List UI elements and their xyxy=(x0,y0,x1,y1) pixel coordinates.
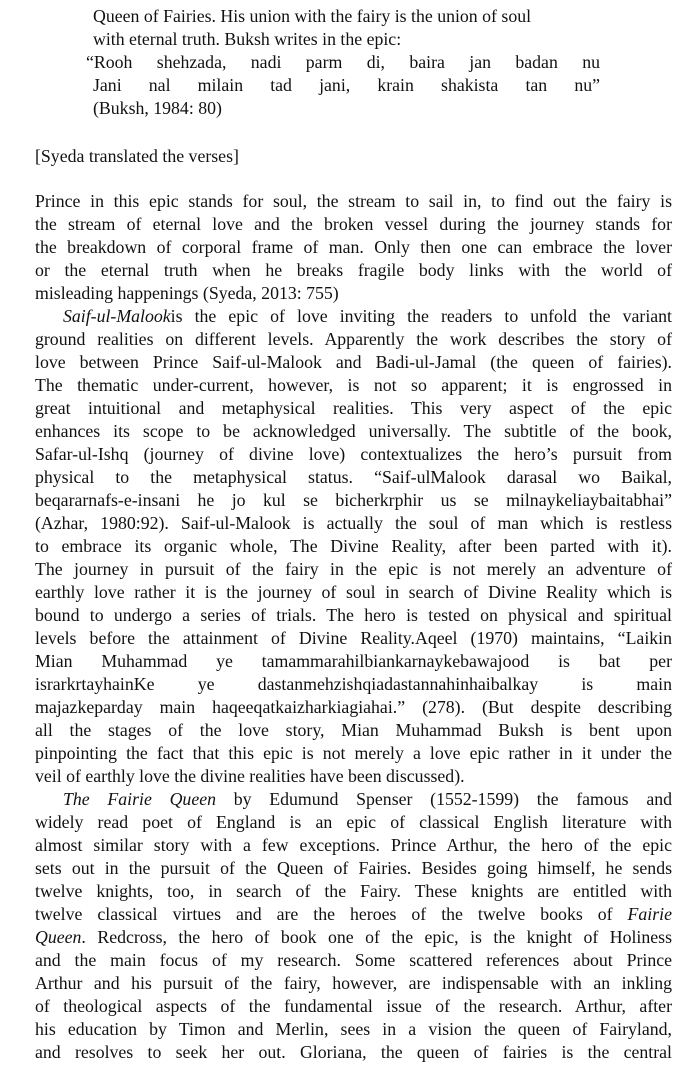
para2-line: israrkrtayhainKe ye dastanmehzishqiadastannahinhaibalkay is main xyxy=(35,674,672,694)
para2-line: (Azhar, 1980:92). Saif-ul-Malook is actually the soul of man which is restless xyxy=(35,513,672,533)
para2-line: The thematic under-current, however, is not so apparent; it is engrossed in xyxy=(35,375,672,395)
para3-line: and resolves to seek her out. Gloriana, the queen of fairies is the central xyxy=(35,1042,672,1062)
poem-title-fairie: Fairie xyxy=(627,904,672,924)
para2-first-line: Saif-ul-Malookis the epic of love inviting the readers to unfold the variant xyxy=(63,306,672,326)
para2-line: to embrace its organic whole, The Divine Reality, after been parted with it). xyxy=(35,536,672,556)
para2-line: levels before the attainment of Divine Reality.Aqeel (1970) maintains, “Laikin xyxy=(35,628,672,648)
para2-line: beqararnafs-e-insani he jo kul se bicherkrphir us se milnaykeliaybaitabhai” xyxy=(35,490,672,510)
para2-line: Mian Muhammad ye tamammarahilbiankarnaykebawajood is bat per xyxy=(35,651,672,671)
para2-line: all the stages of the love story, Mian Muhammad Buksh is bent upon xyxy=(35,720,672,740)
para1-line: or the eternal truth when he breaks fragile body links with the world of xyxy=(35,260,672,280)
para2-line: bound to undergo a series of trials. The hero is tested on physical and spiritual xyxy=(35,605,672,625)
para2-line: pinpointing the fact that this epic is not merely a love epic rather in it under the xyxy=(35,743,672,763)
verse-line-2: Jani nal milain tad jani, krain shakista tan nu” xyxy=(93,75,600,95)
para2-line: veil of earthly love the divine realities have been discussed). xyxy=(35,766,465,786)
poem-title-queen: Queen xyxy=(35,927,82,947)
para2-line: love between Prince Saif-ul-Malook and Badi-ul-Jamal (the queen of fairies). xyxy=(35,352,672,372)
para2-line: The journey in pursuit of the fairy in the epic is not merely an adventure of xyxy=(35,559,672,579)
para3-line: his education by Timon and Merlin, sees in a vision the queen of Fairyland, xyxy=(35,1019,672,1039)
para3-line: Arthur and his pursuit of the fairy, however, are indispensable with an inkling xyxy=(35,973,672,993)
verse-line-1: “Rooh shehzada, nadi parm di, baira jan badan nu xyxy=(86,52,600,72)
para2-line: earthly love rather it is the journey of soul in search of Divine Reality which is xyxy=(35,582,672,602)
quote-line-2: with eternal truth. Buksh writes in the epic: xyxy=(93,29,402,49)
translator-note: [Syeda translated the verses] xyxy=(35,146,239,166)
verse-citation: (Buksh, 1984: 80) xyxy=(93,98,222,118)
para1-line: the breakdown of corporal frame of man. Only then one can embrace the lover xyxy=(35,237,672,257)
para3-line: twelve knights, too, in search of the Fairy. These knights are entitled with xyxy=(35,881,672,901)
para2-line: enhances its scope to be acknowledged universally. The subtitle of the book, xyxy=(35,421,672,441)
poem-title-fairie-queen: The Fairie Queen xyxy=(63,789,216,809)
epic-title-saif-ul-malook: Saif-ul-Malook xyxy=(63,306,171,326)
para2-line: Safar-ul-Ishq (journey of divine love) contextualizes the hero’s pursuit from xyxy=(35,444,672,464)
para2-line: majazkeparday main haqeeqatkaizharkiagiahai.” (278). (But despite describing xyxy=(35,697,672,717)
para1-line: Prince in this epic stands for soul, the stream to sail in, to find out the fairy is xyxy=(35,191,672,211)
para1-line: the stream of eternal love and the broken vessel during the journey stands for xyxy=(35,214,672,234)
para2-line: physical to the metaphysical status. “Saif-ulMalook darasal wo Baikal, xyxy=(35,467,672,487)
para2-line: great intuitional and metaphysical realities. This very aspect of the epic xyxy=(35,398,672,418)
para3-line: twelve classical virtues and are the heroes of the twelve books of Fairie xyxy=(35,904,672,924)
para3-line: of theological aspects of the fundamental issue of the research. Arthur, after xyxy=(35,996,672,1016)
para3-line: almost similar story with a few exceptions. Prince Arthur, the hero of the epic xyxy=(35,835,672,855)
para3-first-line: The Fairie Queen by Edumund Spenser (1552-1599) the famous and xyxy=(63,789,672,809)
para3-line: widely read poet of England is an epic of classical English literature with xyxy=(35,812,672,832)
para3-line: and the main focus of my research. Some scattered references about Prince xyxy=(35,950,672,970)
para1-line: misleading happenings (Syeda, 2013: 755) xyxy=(35,283,339,303)
quote-line-1: Queen of Fairies. His union with the fairy is the union of soul xyxy=(93,6,532,26)
para2-line: ground realities on different levels. Apparently the work describes the story of xyxy=(35,329,672,349)
para3-line: Queen. Redcross, the hero of book one of the epic, is the knight of Holiness xyxy=(35,927,672,947)
para3-line: sets out in the pursuit of the Queen of Fairies. Besides going himself, he sends xyxy=(35,858,672,878)
